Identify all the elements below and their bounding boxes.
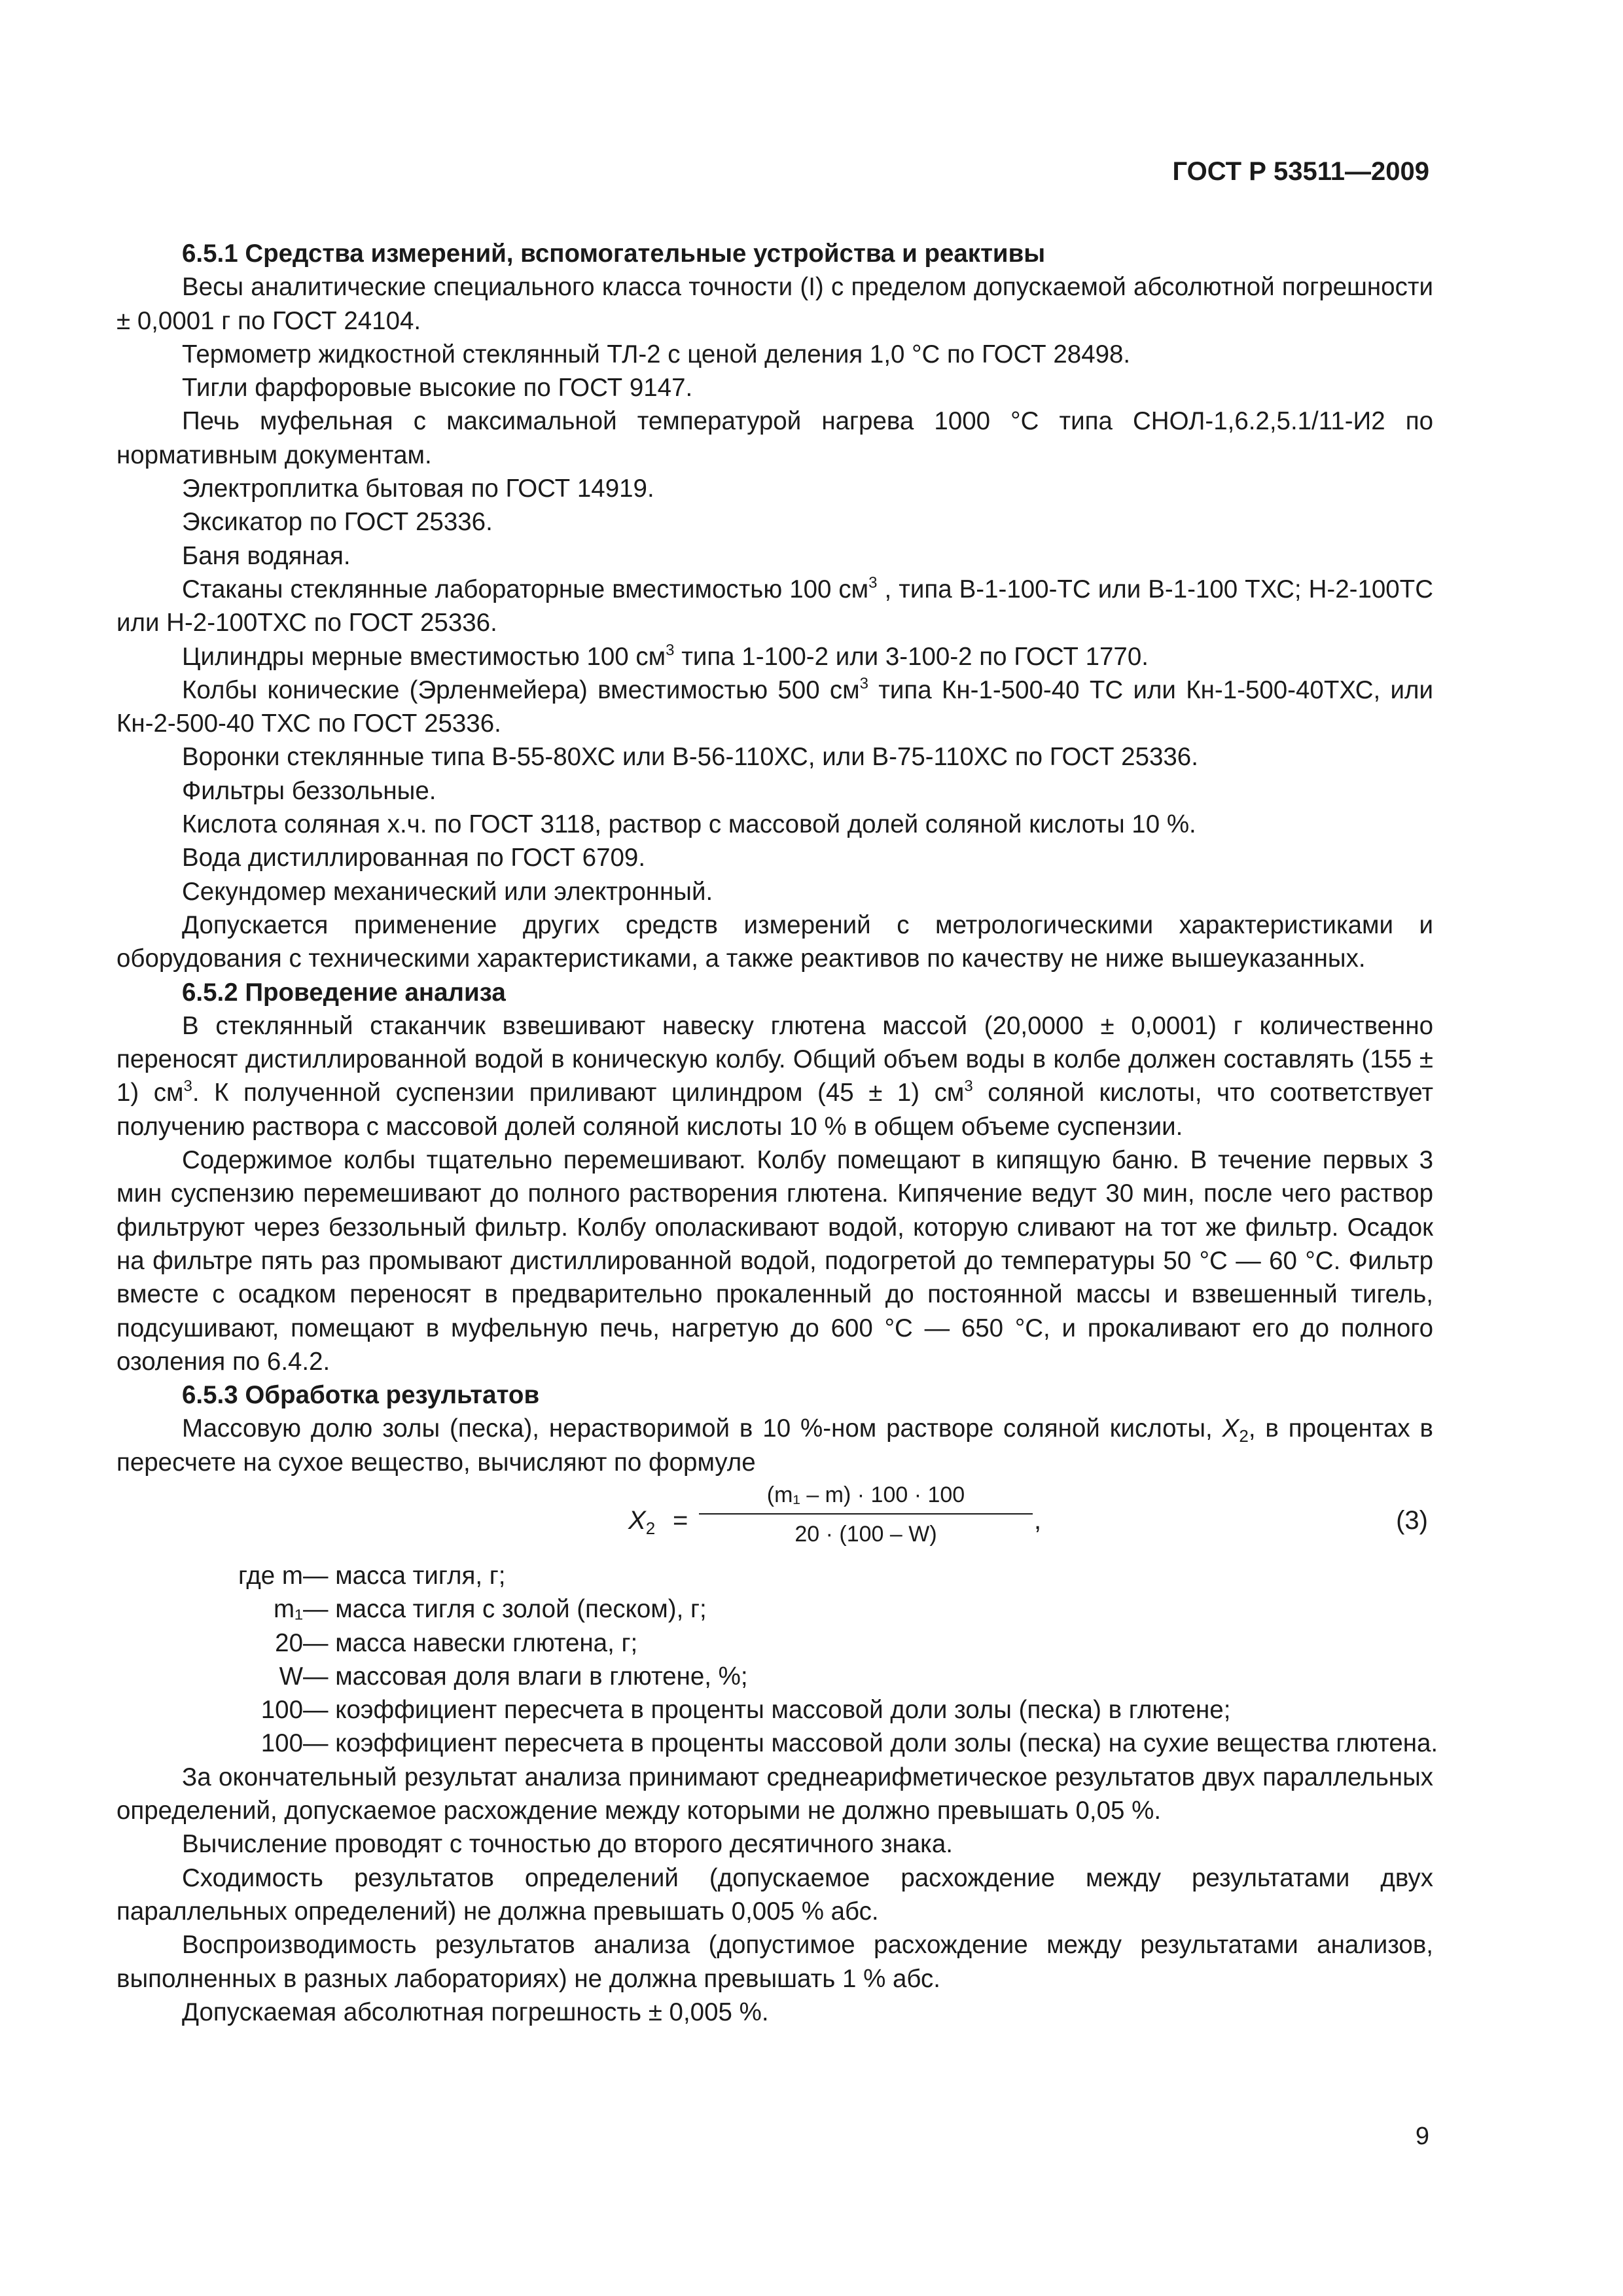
where-term: W bbox=[279, 1662, 303, 1691]
section-heading-6-5-2: 6.5.2 Проведение анализа bbox=[182, 978, 506, 1007]
paragraph: Электроплитка бытовая по ГОСТ 14919. bbox=[182, 475, 654, 503]
paragraph: Секундомер механический или электронный. bbox=[182, 877, 713, 906]
where-term: 100 bbox=[260, 1696, 303, 1725]
where-desc: — масса навески глютена, г; bbox=[303, 1628, 638, 1657]
where-desc: — коэффициент пересчета в проценты массовой доли золы (песка) в глютене; bbox=[303, 1696, 1231, 1725]
where-term: m₁ bbox=[273, 1595, 303, 1624]
page-number: 9 bbox=[1415, 2123, 1429, 2150]
fraction-bar bbox=[699, 1513, 1033, 1515]
where-term: где m bbox=[238, 1561, 303, 1590]
paragraph: Цилиндры мерные вместимостью 100 $см^3$ типа 1-100-2 или 3-100-2 по ГОСТ 1770. bbox=[182, 641, 1149, 671]
where-desc: — массовая доля влаги в глютене, %; bbox=[303, 1662, 748, 1691]
paragraph: Термометр жидкостной стеклянный ТЛ-2 с ценой деления 1,0 °С по ГОСТ 28498. bbox=[182, 340, 1131, 368]
section-heading-6-5-1: 6.5.1 Средства измерений, вспомогательные устройства и реактивы bbox=[182, 240, 1046, 268]
formula-numerator: (m₁ – m) · 100 · 100 bbox=[766, 1482, 965, 1507]
standard-header: ГОСТ Р 53511—2009 bbox=[1172, 157, 1429, 186]
formula-equals: = bbox=[673, 1505, 688, 1535]
where-desc: — масса тигля с золой (песком), г; bbox=[303, 1595, 707, 1624]
where-list bbox=[116, 1559, 1438, 1761]
paragraph: Воронки стеклянные типа В-55-80ХС или В-56-110ХС, или В-75-110ХС по ГОСТ 25336. bbox=[182, 743, 1198, 772]
paragraph: Стаканы стеклянные лабораторные вместимостью 100 $см^3$ , типа В-1-100-ТС или В-1-100 ТХС; Н-2-100ТС или Н-2-100ТХС по ГОСТ 25336. bbox=[116, 573, 1434, 637]
paragraph: Печь муфельная с максимальной температурой нагрева 1000 °С типа СНОЛ-1,6.2,5.1/11-И2 по нормативным документам. bbox=[116, 407, 1433, 469]
paragraph: Допускается применение других средств измерений с метрологическими характеристиками и оборудования с техническими характеристиками, а также реактивов по качеству не ниже вышеуказанных. bbox=[116, 910, 1433, 973]
paragraph: За окончательный результат анализа принимают среднеарифметическое результатов двух параллельных определений, допускаемое расхождение между которыми не должно превышать 0,05 %. bbox=[116, 1763, 1433, 1825]
where-term: 20 bbox=[275, 1628, 303, 1657]
formula-comma: , bbox=[1034, 1505, 1042, 1535]
where-desc: — коэффициент пересчета в проценты массовой доли золы (песка) на сухие вещества глютена. bbox=[303, 1729, 1438, 1758]
formula-denominator: 20 · (100 – W) bbox=[794, 1521, 937, 1547]
paragraph: Вода дистиллированная по ГОСТ 6709. bbox=[182, 844, 646, 872]
paragraph: Массовую долю золы (песка), нерастворимой в 10 %-ном растворе соляной кислоты, $X_2$, в процентах в пересчете на сухое вещество, вычисляют по формуле bbox=[116, 1414, 1433, 1477]
paragraph: Допускаемая абсолютная погрешность ± 0,005 %. bbox=[182, 1998, 769, 2026]
where-desc: — масса тигля, г; bbox=[303, 1561, 506, 1590]
paragraph: Весы аналитические специального класса точности (I) с пределом допускаемой абсолютной погрешности ± 0,0001 г по ГОСТ 24104. bbox=[116, 273, 1433, 335]
paragraph: Фильтры беззольные. bbox=[182, 776, 437, 805]
where-term: 100 bbox=[260, 1729, 303, 1758]
paragraph: Эксикатор по ГОСТ 25336. bbox=[182, 508, 493, 537]
section-heading-6-5-3: 6.5.3 Обработка результатов bbox=[182, 1381, 540, 1410]
paragraph: Тигли фарфоровые высокие по ГОСТ 9147. bbox=[182, 374, 693, 403]
formula-number: (3) bbox=[1396, 1505, 1428, 1535]
paragraph: Сходимость результатов определений (допускаемое расхождение между результатами двух параллельных определений) не должна превышать 0,005 % абс. bbox=[116, 1863, 1433, 1926]
paragraph: Кислота соляная х.ч. по ГОСТ 3118, раствор с массовой долей соляной кислоты 10 %. bbox=[182, 810, 1196, 839]
paragraph: Воспроизводимость результатов анализа (допустимое расхождение между результатами анализов, выполненных в разных лабораториях) не должна превышать 1 % абс. bbox=[116, 1931, 1433, 1993]
document-body bbox=[116, 237, 1438, 2029]
formula-3 bbox=[116, 1479, 1433, 1559]
formula-fraction bbox=[699, 1479, 1033, 1550]
paragraph: Колбы конические (Эрленмейера) вместимостью 500 $см^3$ типа Кн-1-500-40 ТС или Кн-1-500-40ТХС, или Кн-2-500-40 ТХС по ГОСТ 25336. bbox=[116, 674, 1433, 738]
paragraph: Вычисление проводят с точностью до второго десятичного знака. bbox=[182, 1830, 953, 1859]
paragraph: В стеклянный стаканчик взвешивают навеску глютена массой (20,0000 ± 0,0001) г количественно переносят дистиллированной водой в коническую колбу. Общий объем воды в колбе должен составлять (155 ± 1) $см^3$. К полученной суспензии приливают цилиндром (45 ± 1) $см^3$ соляной кислоты, что соответствует получению раствора с массовой долей соляной кислоты 10 % в общем объеме суспензии. bbox=[116, 1011, 1433, 1141]
formula-lhs: $X_2$ bbox=[628, 1505, 656, 1538]
paragraph: Баня водяная. bbox=[182, 541, 351, 570]
paragraph: Содержимое колбы тщательно перемешивают. Колбу помещают в кипящую баню. В течение первых 3 мин суспензию перемешивают до полного растворения глютена. Кипячение ведут 30 мин, после чего раствор фильтруют через беззольный фильтр. Колбу ополаскивают водой, которую сливают на тот же фильтр. Осадок на фильтре пять раз промывают дистиллированной водой, подогретой до температуры 50 °С — 60 °С. Фильтр вместе с осадком переносят в предварительно прокаленный до постоянной массы и взвешенный тигель, подсушивают, помещают в муфельную печь, нагретую до 600 °С — 650 °С, и прокаливают его до полного озоления по 6.4.2. bbox=[116, 1146, 1433, 1376]
